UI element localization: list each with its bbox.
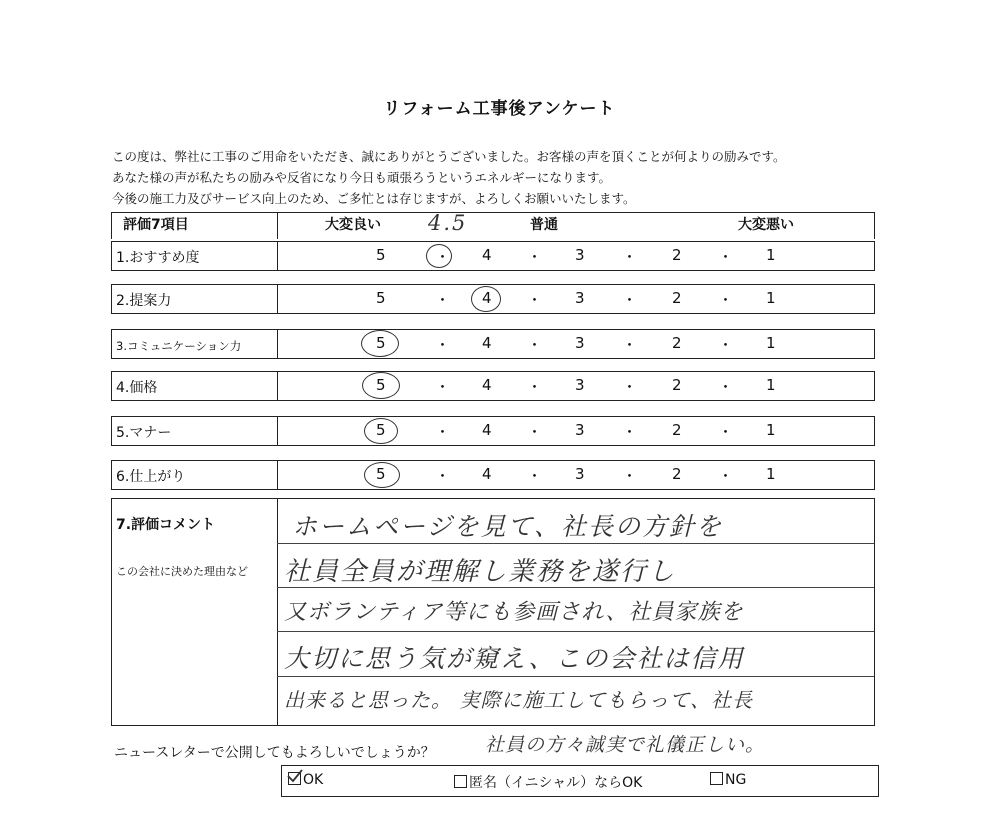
scale-dot: ・ bbox=[718, 336, 734, 354]
comment-sublabel: この会社に決めた理由など bbox=[116, 565, 248, 578]
checkbox-checked-icon[interactable] bbox=[288, 772, 301, 785]
comment-line-3: 又ボランティア等にも参画され、社員家族を bbox=[284, 600, 744, 625]
scale-1[interactable]: 1 bbox=[766, 376, 776, 394]
scale-5[interactable]: 5 bbox=[376, 421, 386, 439]
comment-overflow: 社員の方々誠実で礼儀正しい。 bbox=[485, 734, 766, 756]
scale-3[interactable]: 3 bbox=[575, 246, 585, 264]
option-ng[interactable] bbox=[710, 772, 746, 788]
header-worst: 大変悪い bbox=[738, 217, 794, 233]
scale-4[interactable]: 4 bbox=[482, 421, 492, 439]
scale-dot: ・ bbox=[527, 248, 543, 266]
scale-dot: ・ bbox=[527, 378, 543, 396]
scale-2[interactable]: 2 bbox=[672, 465, 682, 483]
header-item-column: 評価7項目 bbox=[123, 217, 189, 233]
scale-5[interactable]: 5 bbox=[376, 246, 386, 264]
scale-dot: ・ bbox=[718, 423, 734, 441]
comment-label: 7.評価コメント bbox=[116, 517, 216, 533]
option-ok-label: OK bbox=[303, 772, 324, 788]
checkbox-icon[interactable] bbox=[710, 772, 723, 785]
scale-2[interactable]: 2 bbox=[672, 376, 682, 394]
scale-dot: ・ bbox=[718, 291, 734, 309]
option-anonymous[interactable] bbox=[454, 772, 642, 792]
scale-4[interactable]: 4 bbox=[482, 465, 492, 483]
scale-4[interactable]: 4 bbox=[482, 334, 492, 352]
row-label: 2.提案力 bbox=[116, 293, 172, 309]
rating-row-manners[interactable] bbox=[111, 416, 875, 446]
selection-circle bbox=[471, 286, 501, 312]
page-title: リフォーム工事後アンケート bbox=[383, 99, 616, 119]
scale-5[interactable]: 5 bbox=[376, 376, 386, 394]
scale-dot: ・ bbox=[718, 467, 734, 485]
scale-2[interactable]: 2 bbox=[672, 246, 682, 264]
scale-dot: ・ bbox=[622, 291, 638, 309]
scale-dot: ・ bbox=[527, 336, 543, 354]
rating-row-communication[interactable] bbox=[111, 329, 875, 359]
selection-circle bbox=[361, 330, 399, 357]
scale-3[interactable]: 3 bbox=[575, 289, 585, 307]
scale-dot: ・ bbox=[622, 248, 638, 266]
scale-dot: ・ bbox=[435, 336, 451, 354]
scale-3[interactable]: 3 bbox=[575, 465, 585, 483]
scale-1[interactable]: 1 bbox=[766, 465, 776, 483]
scale-dot: ・ bbox=[527, 423, 543, 441]
scale-4[interactable]: 4 bbox=[482, 289, 492, 307]
scale-dot: ・ bbox=[527, 291, 543, 309]
handwritten-note: 4.5 bbox=[428, 211, 468, 235]
comment-line-4: 大切に思う気が窺え、この会社は信用 bbox=[284, 644, 745, 673]
intro-line-3: 今後の施工力及びサービス向上のため、ご多忙とは存じますが、よろしくお願いいたします。 bbox=[112, 191, 636, 206]
scale-3[interactable]: 3 bbox=[575, 334, 585, 352]
scale-1[interactable]: 1 bbox=[766, 334, 776, 352]
intro-line-2: あなた様の声が私たちの励みや反省になり今日も頑張ろうというエネルギーになります。 bbox=[112, 170, 612, 185]
scale-3[interactable]: 3 bbox=[575, 376, 585, 394]
rating-row-price[interactable] bbox=[111, 371, 875, 401]
header-mid: 普通 bbox=[530, 217, 558, 233]
scale-4[interactable]: 4 bbox=[482, 376, 492, 394]
scale-dot: ・ bbox=[622, 336, 638, 354]
scale-5[interactable]: 5 bbox=[376, 465, 386, 483]
scale-1[interactable]: 1 bbox=[766, 289, 776, 307]
selection-circle bbox=[362, 372, 400, 399]
scale-dot: ・ bbox=[435, 467, 451, 485]
scale-dot: ・ bbox=[527, 467, 543, 485]
row-label: 4.価格 bbox=[116, 380, 158, 396]
comment-line-1: ホームページを見て、社長の方針を bbox=[292, 512, 724, 541]
scale-3[interactable]: 3 bbox=[575, 421, 585, 439]
scale-5[interactable]: 5 bbox=[376, 334, 386, 352]
selection-circle bbox=[364, 418, 398, 444]
option-anonymous-label: 匿名（イニシャル）ならOK bbox=[469, 775, 643, 791]
comment-box[interactable] bbox=[111, 498, 875, 726]
row-label: 6.仕上がり bbox=[116, 469, 186, 485]
comment-line-5: 出来ると思った。 実際に施工してもらって、社長 bbox=[284, 688, 753, 712]
scale-1[interactable]: 1 bbox=[766, 246, 776, 264]
scale-dot: ・ bbox=[435, 378, 451, 396]
scale-1[interactable]: 1 bbox=[766, 421, 776, 439]
scale-4[interactable]: 4 bbox=[482, 246, 492, 264]
scale-dot: ・ bbox=[718, 248, 734, 266]
rating-row-proposal[interactable] bbox=[111, 284, 875, 314]
comment-line-2: 社員全員が理解し業務を遂行し bbox=[284, 557, 677, 587]
publish-question: ニュースレターで公開してもよろしいでしょうか？ bbox=[114, 745, 435, 761]
rating-row-recommend[interactable] bbox=[111, 241, 875, 271]
publish-options bbox=[281, 765, 879, 797]
scale-2[interactable]: 2 bbox=[672, 421, 682, 439]
option-ng-label: NG bbox=[725, 772, 747, 788]
scale-2[interactable]: 2 bbox=[672, 289, 682, 307]
scale-dot: ・ bbox=[622, 467, 638, 485]
scale-dot: ・ bbox=[718, 378, 734, 396]
intro-line-1: この度は、弊社に工事のご用命をいただき、誠にありがとうございました。お客様の声を頂くことが何よりの励みです。 bbox=[112, 149, 786, 164]
scale-dot: ・ bbox=[435, 423, 451, 441]
rating-row-finish[interactable] bbox=[111, 460, 875, 490]
option-ok[interactable] bbox=[288, 772, 323, 788]
selection-circle bbox=[364, 462, 400, 488]
scale-dot: ・ bbox=[622, 423, 638, 441]
row-label: 5.マナー bbox=[116, 425, 172, 441]
selection-circle bbox=[426, 244, 452, 268]
scale-dot: ・ bbox=[622, 378, 638, 396]
row-label: 3.コミュニケーション力 bbox=[116, 339, 242, 353]
checkbox-icon[interactable] bbox=[454, 775, 467, 788]
scale-5[interactable]: 5 bbox=[376, 289, 386, 307]
scale-dot: ・ bbox=[435, 291, 451, 309]
scale-2[interactable]: 2 bbox=[672, 334, 682, 352]
scale-dot: ・ bbox=[435, 248, 451, 266]
row-label: 1.おすすめ度 bbox=[116, 250, 200, 266]
header-best: 大変良い bbox=[325, 217, 381, 233]
